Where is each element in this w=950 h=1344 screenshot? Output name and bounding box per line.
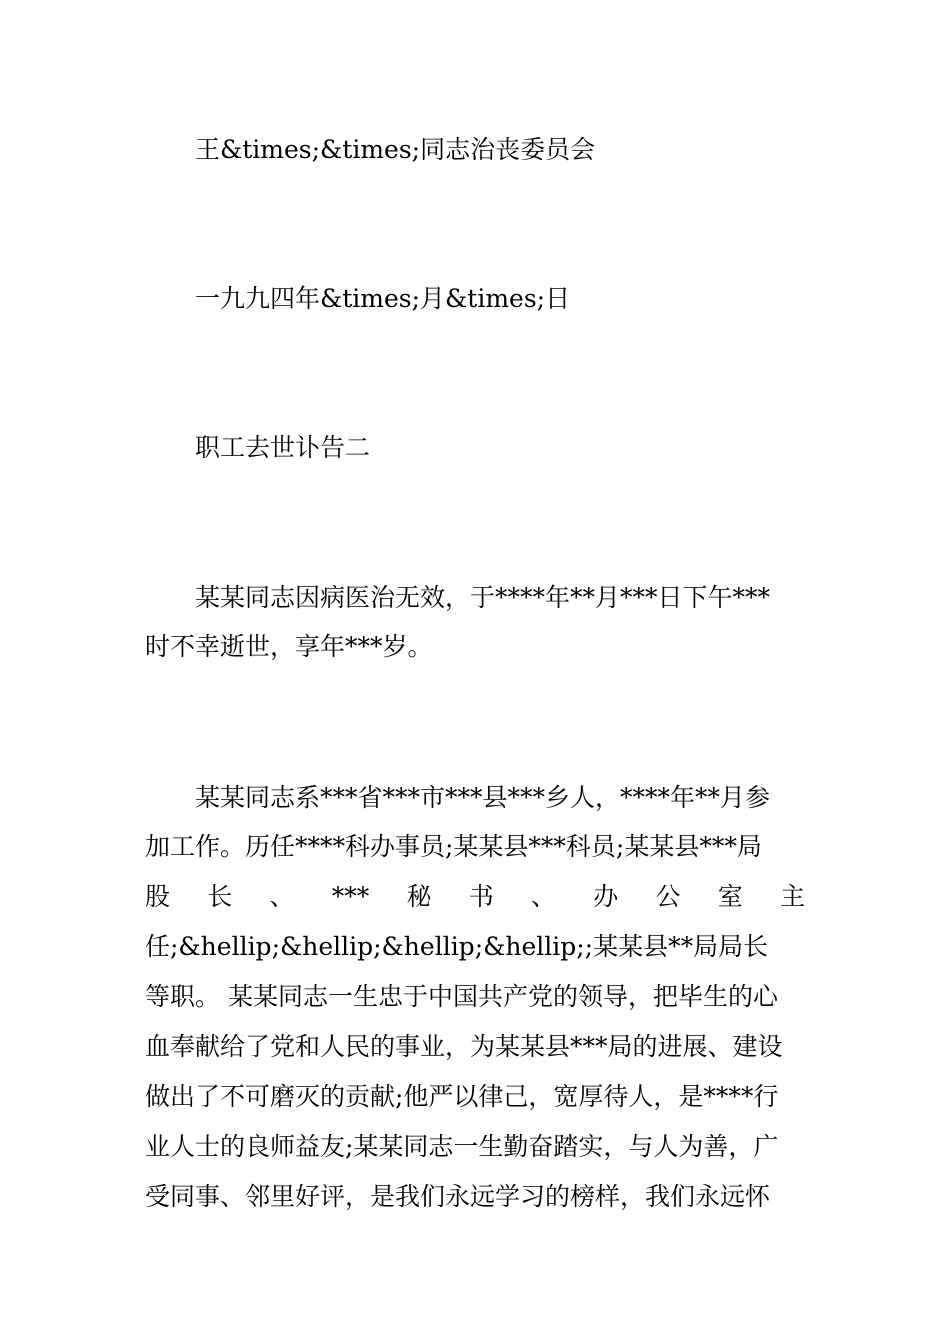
paragraph-2-line-1: 某某同志系***省***市***县***乡人，****年**月参 xyxy=(195,783,771,812)
paragraph-2-line-2: 加工作。历任****科办事员;某某县***科员;某某县***局 xyxy=(145,832,762,861)
justified-word: 秘 xyxy=(406,882,432,911)
paragraph-1-line-1: 某某同志因病医治无效，于****年**月***日下午*** xyxy=(195,583,771,612)
paragraph-2-line-4: 任;&hellip;&hellip;&hellip;&hellip;;某某县**局局长 xyxy=(145,932,769,961)
justified-word: *** xyxy=(331,882,370,911)
justified-word: 股 xyxy=(145,882,171,911)
justified-word: 公 xyxy=(655,882,681,911)
paragraph-2-line-6: 血奉献给了党和人民的事业，为某某县***局的进展、建设 xyxy=(145,1032,783,1061)
paragraph-1-line-2: 时不幸逝世，享年***岁。 xyxy=(145,632,433,661)
paragraph-2-line-8: 业人士的良师益友;某某同志一生勤奋踏实，与人为善，广 xyxy=(145,1132,779,1161)
signature-organization: 王&times;&times;同志治丧委员会 xyxy=(195,135,596,164)
justified-word: 室 xyxy=(717,882,743,911)
justified-word: 办 xyxy=(593,882,619,911)
paragraph-2-line-7: 做出了不可磨灭的贡献;他严以律己，宽厚待人，是****行 xyxy=(145,1082,779,1111)
signature-date: 一九九四年&times;月&times;日 xyxy=(195,284,571,313)
paragraph-2-line-3 xyxy=(145,882,805,912)
justified-word: 、 xyxy=(269,882,295,911)
justified-word: 长 xyxy=(207,882,233,911)
paragraph-2-line-5: 等职。 某某同志一生忠于中国共产党的领导，把毕生的心 xyxy=(145,982,778,1011)
justified-word: 主 xyxy=(779,882,805,911)
justified-word: 书 xyxy=(468,882,494,911)
justified-word: 、 xyxy=(530,882,556,911)
section-title: 职工去世讣告二 xyxy=(195,433,371,462)
paragraph-2-line-9: 受同事、邻里好评，是我们永远学习的榜样，我们永远怀 xyxy=(145,1182,771,1211)
